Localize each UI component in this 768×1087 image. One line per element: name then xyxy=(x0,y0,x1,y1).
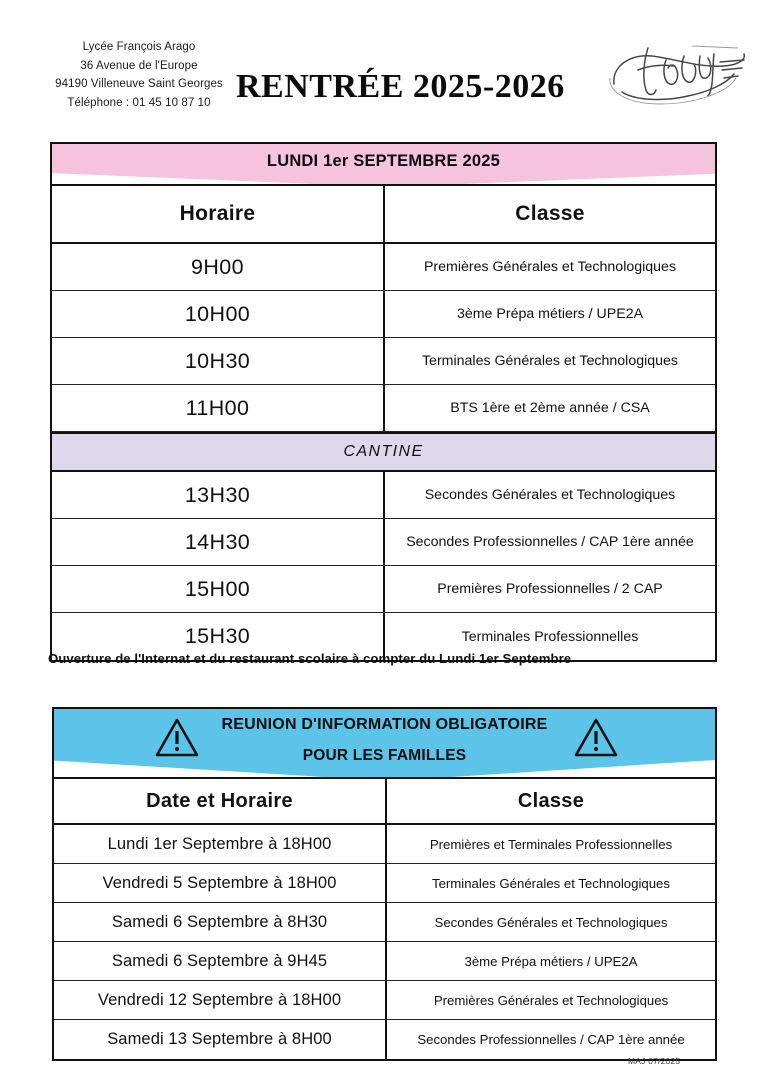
table-row xyxy=(52,244,715,291)
school-name: Lycée François Arago xyxy=(82,41,196,53)
column-header-horaire: Horaire xyxy=(52,186,385,242)
cell-horaire: 15H00 xyxy=(52,566,385,612)
table-row xyxy=(52,291,715,338)
cell-date-horaire: Samedi 13 Septembre à 8H00 xyxy=(54,1020,387,1059)
cantine-break-row: CANTINE xyxy=(52,432,715,472)
table-row xyxy=(54,1020,715,1059)
internat-opening-note: Ouverture de l'Internat et du restaurant scolaire à compter du Lundi 1er Septembre xyxy=(48,651,572,666)
reunion-information-table xyxy=(52,707,717,1061)
cell-classe: BTS 1ère et 2ème année / CSA xyxy=(450,400,650,416)
table-row xyxy=(52,472,715,519)
cell-date-horaire: Samedi 6 Septembre à 9H45 xyxy=(54,942,387,980)
reunion-banner-line1: REUNION D'INFORMATION OBLIGATOIRE xyxy=(221,716,548,733)
handwritten-signature xyxy=(604,26,754,112)
table-row xyxy=(54,942,715,981)
cell-classe: Secondes Générales et Technologiques xyxy=(424,487,676,503)
rentree-banner xyxy=(52,144,715,186)
table-row xyxy=(54,825,715,864)
cell-classe: 3ème Prépa métiers / UPE2A xyxy=(456,306,644,322)
table-row xyxy=(52,338,715,385)
cell-classe: Secondes Générales et Technologiques xyxy=(434,914,668,930)
cell-classe: Secondes Professionnelles / CAP 1ère année xyxy=(406,534,694,550)
cell-classe: Premières et Terminales Professionnelles xyxy=(429,836,673,852)
cell-classe: Premières Générales et Technologiques xyxy=(423,259,677,275)
rentree-banner-label: LUNDI 1er SEPTEMBRE 2025 xyxy=(266,152,501,170)
warning-triangle-icon xyxy=(573,717,619,759)
cell-classe: 3ème Prépa métiers / UPE2A xyxy=(464,953,638,969)
banner-wedge-decoration xyxy=(52,173,715,186)
school-address: 36 Avenue de l'Europe xyxy=(80,59,198,72)
reunion-column-headers xyxy=(54,779,715,825)
column-header-date-horaire: Date et Horaire xyxy=(54,779,387,823)
page-title: RENTRÉE 2025-2026 xyxy=(236,68,565,105)
school-identity-block xyxy=(34,38,244,112)
cell-classe: Terminales Générales et Technologiques xyxy=(431,875,670,891)
last-update-stamp: MAJ 07/2025 xyxy=(628,1056,681,1066)
cell-classe: Premières Professionnelles / 2 CAP xyxy=(437,581,663,597)
cell-horaire: 15H30 xyxy=(52,613,385,660)
cell-horaire: 9H00 xyxy=(52,244,385,290)
cell-date-horaire: Vendredi 12 Septembre à 18H00 xyxy=(54,981,387,1019)
cell-horaire: 11H00 xyxy=(52,385,385,431)
cell-date-horaire: Lundi 1er Septembre à 18H00 xyxy=(54,825,387,863)
cell-date-horaire: Samedi 6 Septembre à 8H30 xyxy=(54,903,387,941)
table-row xyxy=(54,864,715,903)
reunion-banner xyxy=(54,709,715,779)
rentree-schedule-table xyxy=(50,142,717,662)
cell-horaire: 13H30 xyxy=(52,472,385,518)
table-row xyxy=(54,981,715,1020)
cell-classe: Terminales Générales et Technologiques xyxy=(421,353,679,369)
cell-date-horaire: Vendredi 5 Septembre à 18H00 xyxy=(54,864,387,902)
column-header-classe: Classe xyxy=(515,202,585,225)
reunion-banner-line2: POUR LES FAMILLES xyxy=(302,747,467,764)
cell-classe: Premières Générales et Technologiques xyxy=(433,992,669,1008)
column-header-classe: Classe xyxy=(517,789,585,812)
table-row xyxy=(52,566,715,613)
rentree-column-headers xyxy=(52,186,715,244)
cell-horaire: 14H30 xyxy=(52,519,385,565)
cell-classe: Secondes Professionnelles / CAP 1ère année xyxy=(417,1032,685,1047)
school-city: 94190 Villeneuve Saint Georges xyxy=(55,78,223,90)
table-row xyxy=(54,903,715,942)
page-header xyxy=(0,0,768,140)
cell-horaire: 10H30 xyxy=(52,338,385,384)
table-row xyxy=(52,385,715,432)
cell-horaire: 10H00 xyxy=(52,291,385,337)
cell-classe: Terminales Professionnelles xyxy=(461,628,639,645)
school-phone: Téléphone : 01 45 10 87 10 xyxy=(67,96,211,109)
table-row xyxy=(52,519,715,566)
